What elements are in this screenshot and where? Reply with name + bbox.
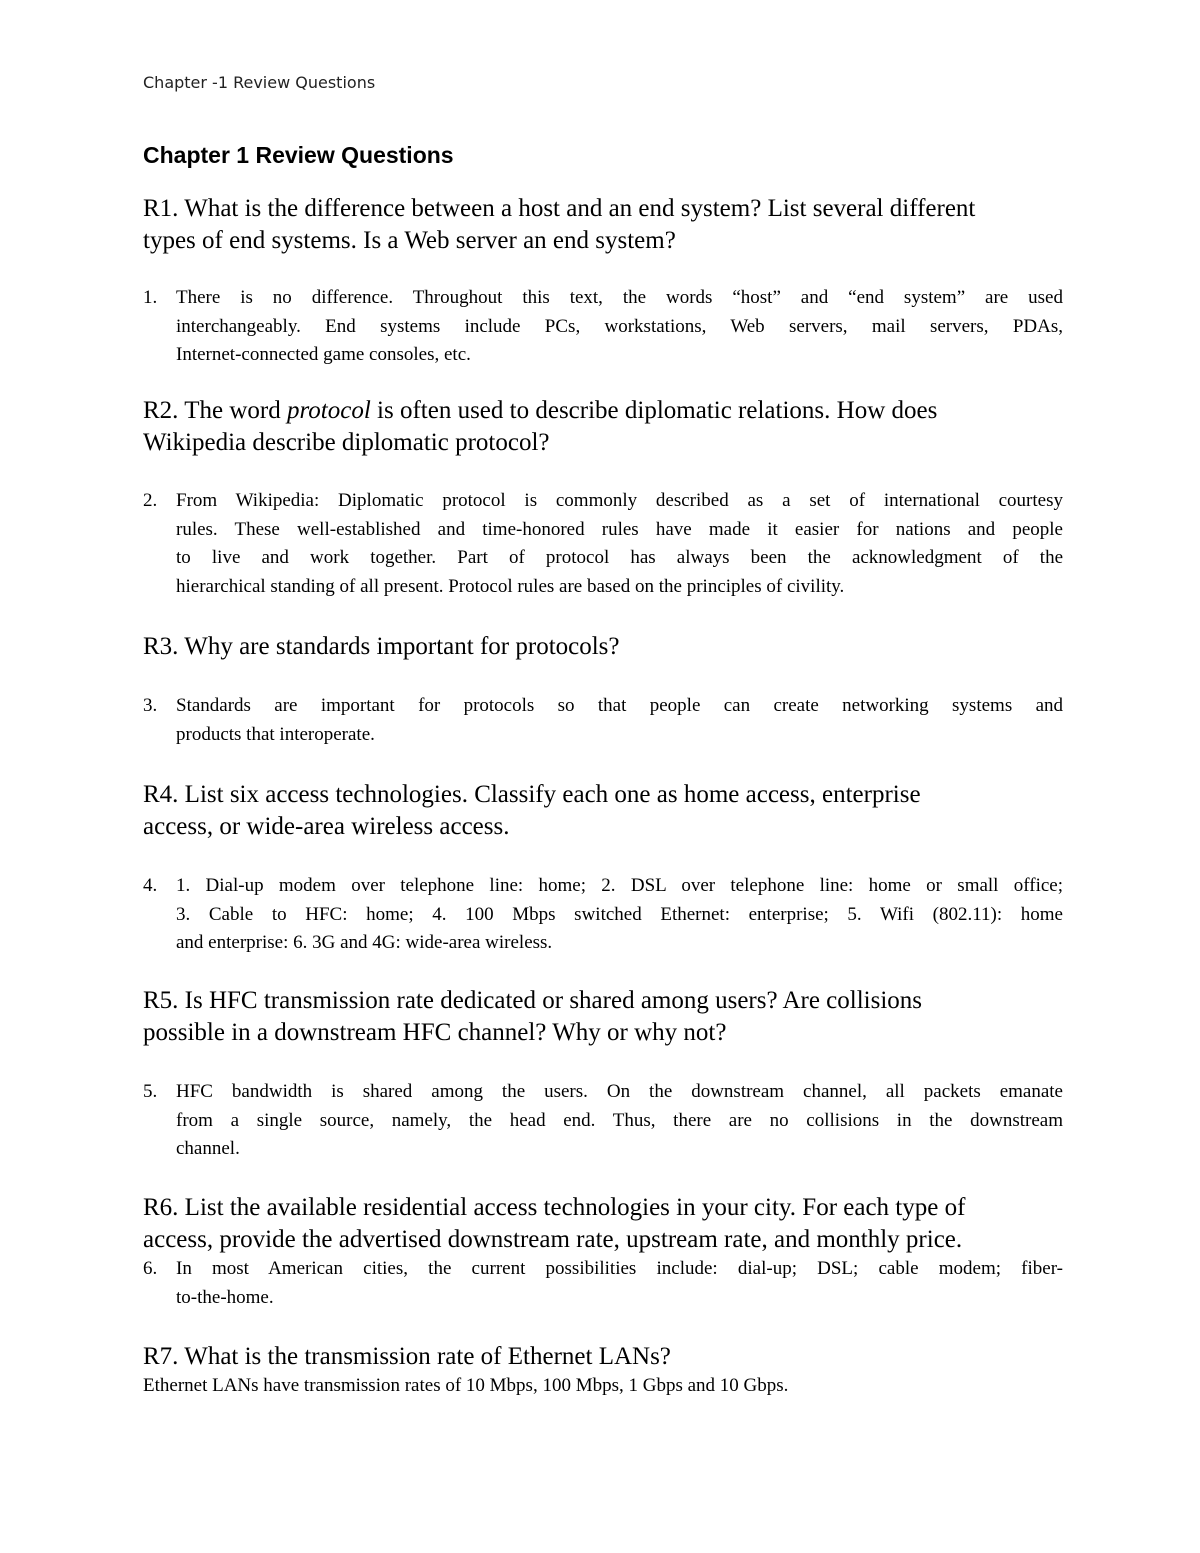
answer-line: rules. These well-established and time-honored rules have made it easier for nations and people (176, 518, 1063, 540)
answer-line: Internet-connected game consoles, etc. (176, 344, 471, 365)
question-line: types of end systems. Is a Web server an end system? (143, 227, 676, 254)
answer-text (176, 1255, 1063, 1312)
question-r1 (143, 193, 1063, 257)
answer-line: In most American cities, the current possibilities include: dial-up; DSL; cable modem; fiber- (176, 1258, 1063, 1279)
question-line: possible in a downstream HFC channel? Why or why not? (143, 1019, 727, 1046)
answer-text (176, 872, 1063, 958)
question-line: access, provide the advertised downstream rate, upstream rate, and monthly price. (143, 1226, 963, 1253)
answer-text (176, 692, 1063, 749)
question-text: R2. The word (143, 397, 287, 424)
question-r4 (143, 779, 1063, 843)
answer-line: products that interoperate. (176, 723, 375, 745)
question-r6 (143, 1192, 1063, 1256)
answer-line: from a single source, namely, the head end. Thus, there are no collisions in the downstream (176, 1109, 1063, 1131)
question-r5 (143, 985, 1063, 1049)
question-line: access, or wide-area wireless access. (143, 813, 510, 840)
answer-text (176, 284, 1063, 370)
answer-number: 2. (143, 490, 158, 511)
question-text: is often used to describe diplomatic relations. How does (370, 397, 938, 424)
emphasis-term: protocol (286, 397, 371, 424)
answer-line: to live and work together. Part of protocol has always been the acknowledgment of the (176, 547, 1063, 568)
question-r7 (143, 1341, 1063, 1373)
answer-line: There is no difference. Throughout this text, the words “host” and “end system” are used (176, 287, 1063, 308)
page-title: Chapter 1 Review Questions (143, 142, 454, 168)
question-line: R7. What is the transmission rate of Ethernet LANs? (143, 1343, 671, 1370)
question-r3 (143, 631, 1063, 663)
answer-number: 4. (143, 875, 158, 896)
answer-number: 5. (143, 1081, 158, 1102)
question-line: R3. Why are standards important for protocols? (143, 633, 620, 660)
answer-line: hierarchical standing of all present. Protocol rules are based on the principles of civility. (176, 575, 845, 597)
question-line: Wikipedia describe diplomatic protocol? (143, 429, 550, 456)
answer-text (176, 1078, 1063, 1164)
answer-line: interchangeably. End systems include PCs, workstations, Web servers, mail servers, PDAs, (176, 315, 1063, 337)
answer-r7: Ethernet LANs have transmission rates of 10 Mbps, 100 Mbps, 1 Gbps and 10 Gbps. (143, 1375, 789, 1396)
question-line (143, 395, 1063, 427)
running-header: Chapter -1 Review Questions (143, 73, 376, 92)
answer-number: 6. (143, 1258, 158, 1279)
answer-number: 1. (143, 287, 158, 308)
question-line: R1. What is the difference between a host and an end system? List several different (143, 195, 976, 222)
answer-text (176, 487, 1063, 601)
answer-line: channel. (176, 1138, 240, 1159)
answer-line: From Wikipedia: Diplomatic protocol is commonly described as a set of international courtesy (176, 490, 1063, 511)
answer-line: to-the-home. (176, 1286, 274, 1308)
answer-line: 3. Cable to HFC: home; 4. 100 Mbps switched Ethernet: enterprise; 5. Wifi (802.11): home (176, 903, 1063, 925)
answer-line: Standards are important for protocols so that people can create networking systems and (176, 695, 1063, 716)
answer-line: HFC bandwidth is shared among the users. On the downstream channel, all packets emanate (176, 1081, 1063, 1102)
answer-line: and enterprise: 6. 3G and 4G: wide-area wireless. (176, 932, 553, 953)
question-r2 (143, 395, 1063, 459)
question-line: R5. Is HFC transmission rate dedicated or shared among users? Are collisions (143, 987, 923, 1014)
answer-number: 3. (143, 695, 158, 716)
answer-line: 1. Dial-up modem over telephone line: home; 2. DSL over telephone line: home or small office; (176, 875, 1063, 896)
question-line: R4. List six access technologies. Classify each one as home access, enterprise (143, 781, 921, 808)
question-line: R6. List the available residential access technologies in your city. For each type of (143, 1194, 966, 1221)
